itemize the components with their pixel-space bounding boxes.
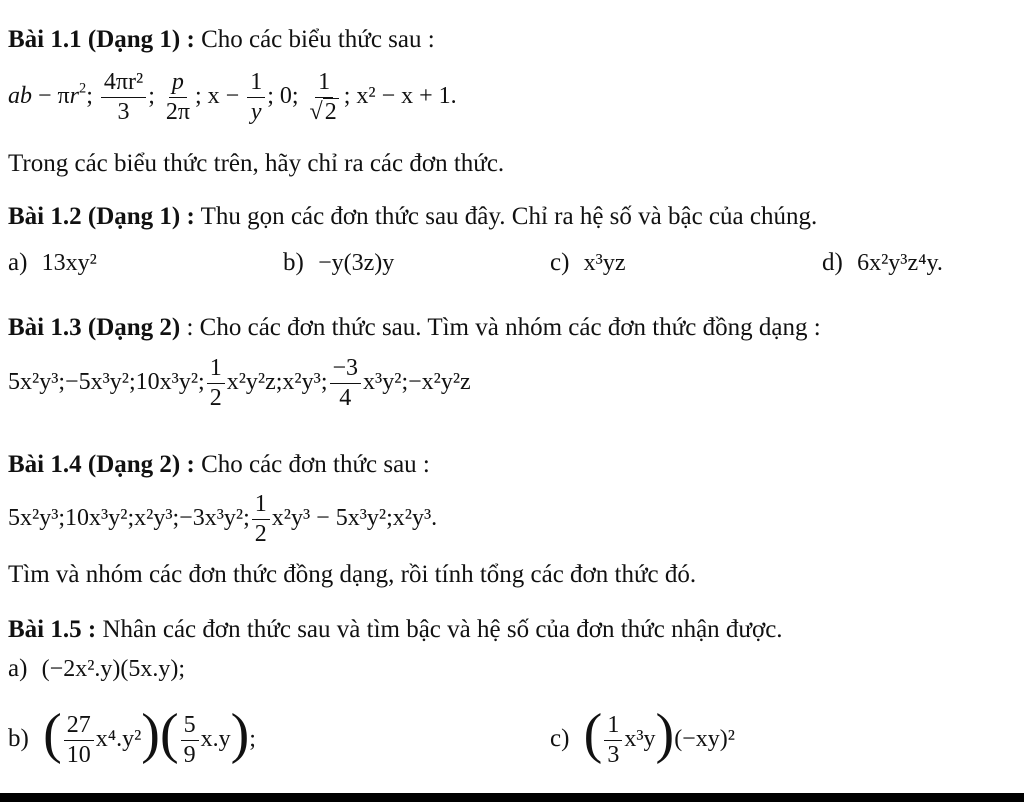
fraction-denominator: 2 (254, 521, 267, 548)
item-label: b) (8, 725, 29, 753)
item-expression (43, 703, 256, 769)
exercise-1-2-item-a (8, 250, 97, 275)
expr-sep: ; x − (194, 83, 240, 110)
expr-sep: ; (148, 83, 155, 110)
fraction-numerator: 1 (207, 356, 225, 384)
exercise-1-4-title: Bài 1.4 (Dạng 2) : (8, 451, 195, 478)
bottom-black-bar (0, 793, 1024, 802)
fraction-1-over-y (247, 70, 265, 125)
paren-close: ) (655, 703, 675, 766)
exercise-1-3-prompt: : Cho các đơn thức sau. Tìm và nhóm các đơn thức đồng dạng : (180, 314, 821, 341)
expr-tail: ; x² − x + 1. (343, 83, 457, 110)
exercise-1-1-prompt: Cho các biểu thức sau : (194, 26, 435, 53)
exercise-1-4-prompt: Cho các đơn thức sau : (194, 451, 430, 478)
fraction-denominator: y (250, 99, 262, 126)
exercise-1-2-item-d (822, 250, 943, 275)
expr-term-ab: ab (8, 83, 32, 110)
expr-sep: ; (86, 83, 93, 110)
expr-part: x³y (624, 726, 656, 753)
fraction-denominator: 10 (66, 742, 91, 769)
fraction-numerator: 1 (252, 492, 270, 520)
fraction-1-over-3 (604, 713, 622, 768)
paren-close: ) (141, 703, 160, 766)
item-expression (583, 703, 735, 769)
expr-minus-pi: − π (32, 83, 70, 110)
sqrt-radicand: 2 (324, 99, 337, 126)
fraction-neg3-over-4 (330, 356, 362, 411)
fraction-1-over-2 (207, 356, 225, 411)
exercise-1-5-item-a (8, 656, 185, 681)
expr-tail: ; (249, 726, 256, 753)
sqrt-sign: √2 (309, 99, 337, 126)
paren-open: ( (583, 703, 603, 766)
fraction-numerator: 27 (64, 713, 94, 741)
fraction-numerator: 5 (181, 713, 199, 741)
exercise-1-5-heading (8, 617, 783, 642)
fraction-numerator: p (171, 69, 184, 95)
fraction-denominator: 2 (209, 385, 222, 412)
fraction-numerator: 1 (247, 70, 265, 98)
item-expression: x³yz (583, 250, 626, 276)
fraction-denominator: 2π (165, 99, 190, 126)
fraction-27-over-10 (64, 713, 94, 768)
item-label: a) (8, 249, 28, 276)
expr-square: 2 (79, 80, 87, 97)
item-expression: 13xy² (41, 250, 97, 276)
fraction-denominator: 3 (117, 99, 130, 126)
exercise-1-1-question: Trong các biểu thức trên, hãy chỉ ra các đơn thức. (8, 150, 505, 177)
exercise-1-5-title: Bài 1.5 : (8, 616, 97, 643)
exercise-1-2-title: Bài 1.2 (Dạng 1) : (8, 203, 195, 230)
fraction-1-over-2 (252, 492, 270, 547)
expr-sep: ; 0; (267, 83, 299, 110)
fraction-4pir2-over-3 (101, 70, 146, 125)
expr-part: (−xy)² (674, 726, 735, 753)
exercise-1-1-title: Bài 1.1 (Dạng 1) : (8, 26, 195, 53)
paren-close: ) (230, 703, 250, 766)
exercise-1-5-item-b (8, 703, 256, 769)
exercise-1-2-prompt: Thu gọn các đơn thức sau đây. Chỉ ra hệ số và bậc của chúng. (194, 203, 818, 230)
exercise-1-4-heading (8, 452, 430, 477)
expr-part: x.y (200, 726, 231, 753)
expr-r: r (69, 83, 79, 110)
expr-part: x²y³ − 5x³y²;x²y³. (271, 505, 438, 532)
exercise-1-4-expressions (8, 492, 437, 547)
item-label: a) (8, 655, 28, 682)
expr-part: 5x²y³;−5x³y²;10x³y²; (8, 369, 205, 396)
exercise-1-5-prompt: Nhân các đơn thức sau và tìm bậc và hệ số của đơn thức nhận được. (96, 616, 783, 643)
fraction-numerator: 4πr² (101, 70, 146, 98)
item-label: b) (283, 249, 304, 276)
expr-part: x³y²;−x²y²z (363, 369, 471, 396)
expr-part: x²y²z;x²y³; (226, 369, 328, 396)
paren-open: ( (43, 703, 62, 766)
fraction-denominator: 3 (607, 742, 620, 769)
exercise-1-2-heading (8, 204, 817, 229)
item-expression: 6x²y³z⁴y. (857, 250, 943, 276)
item-label: c) (550, 725, 570, 753)
exercise-1-1-expressions (8, 70, 457, 125)
paren-open: ( (159, 703, 179, 766)
exercise-1-3-heading (8, 315, 821, 340)
fraction-numerator: −3 (330, 356, 362, 384)
exercise-1-3-expressions (8, 356, 471, 411)
exercise-1-3-title: Bài 1.3 (Dạng 2) (8, 314, 181, 341)
fraction-1-over-sqrt2 (307, 70, 342, 125)
exercise-1-2-item-c (550, 250, 626, 275)
item-expression: (−2x².y)(5x.y); (41, 656, 186, 682)
item-expression: −y(3z)y (318, 250, 395, 276)
exercise-1-1-heading (8, 27, 435, 52)
fraction-numerator: 1 (315, 70, 333, 98)
expr-part: 5x²y³;10x³y²;x²y³;−3x³y²; (8, 505, 250, 532)
exercise-1-2-item-b (283, 250, 394, 275)
item-label: c) (550, 249, 570, 276)
item-label: d) (822, 249, 843, 276)
fraction-numerator: 1 (604, 713, 622, 741)
fraction-denominator: 4 (339, 385, 352, 412)
fraction-p-over-2pi (163, 70, 193, 125)
exercise-1-4-question: Tìm và nhóm các đơn thức đồng dạng, rồi tính tổng các đơn thức đó. (8, 561, 697, 588)
fraction-denominator: 9 (183, 742, 196, 769)
fraction-5-over-9 (181, 713, 199, 768)
expr-part: x⁴.y² (95, 726, 142, 753)
exercise-1-5-item-c (550, 703, 735, 769)
